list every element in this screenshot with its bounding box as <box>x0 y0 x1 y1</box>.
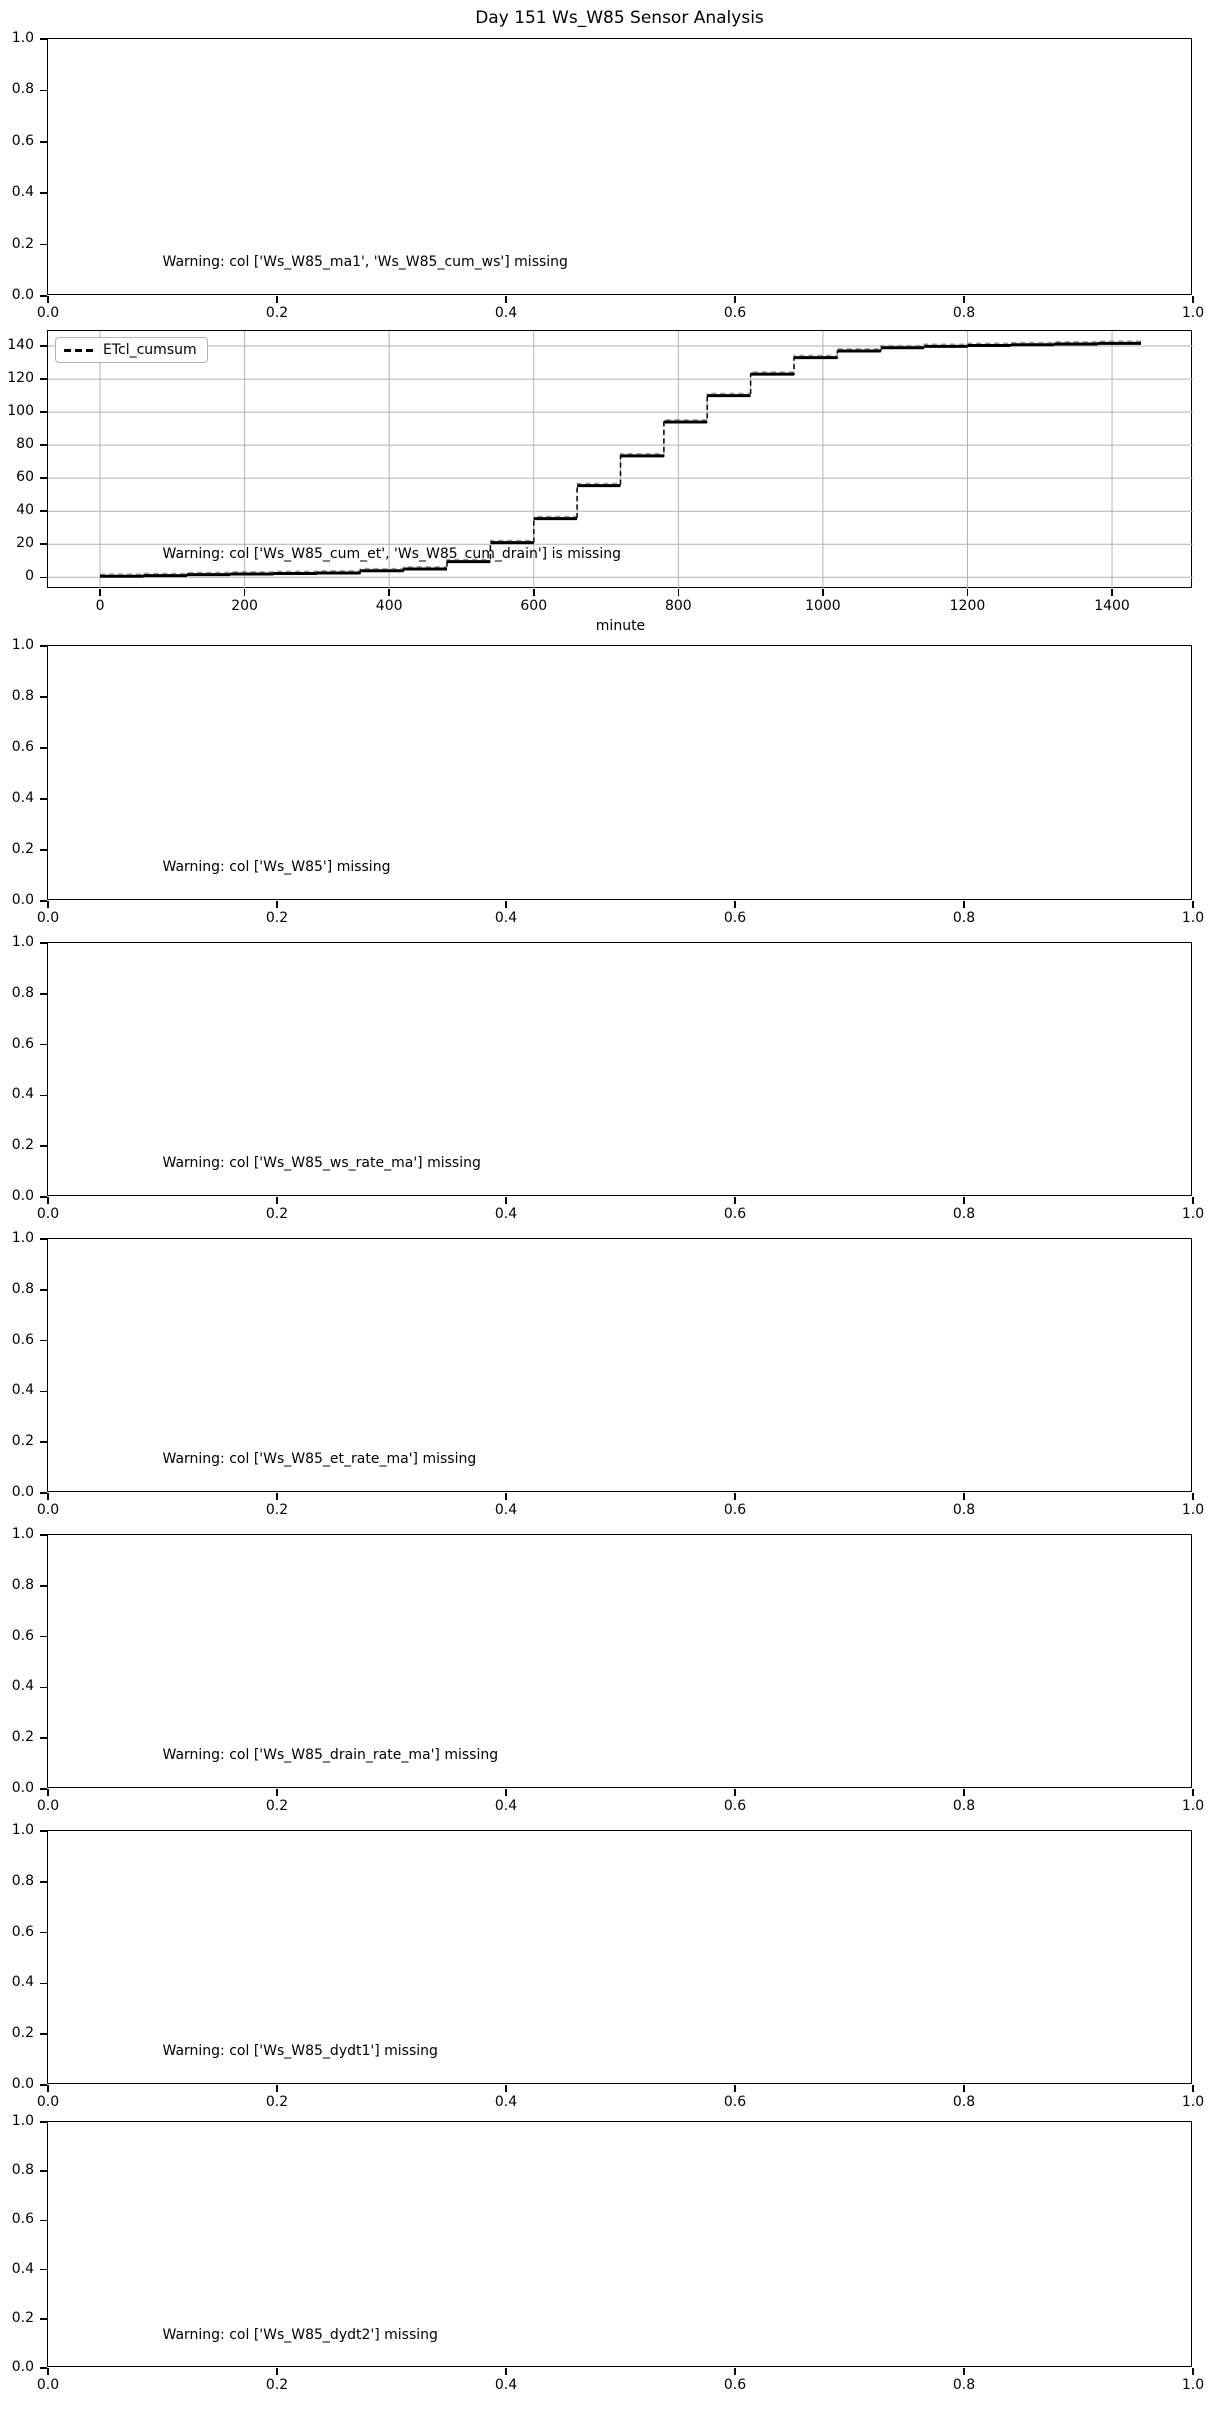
x-tick-label: 0.2 <box>265 1502 289 1518</box>
x-tick-mark <box>276 1789 278 1796</box>
y-tick-mark <box>40 900 47 902</box>
x-tick-mark <box>734 2085 736 2092</box>
x-tick-mark <box>734 296 736 303</box>
x-tick-mark <box>734 2368 736 2375</box>
x-tick-mark <box>1192 2085 1194 2092</box>
x-tick-mark <box>47 1197 49 1204</box>
y-tick-mark <box>40 1585 47 1587</box>
y-tick-mark <box>40 192 47 194</box>
x-tick-mark <box>47 2368 49 2375</box>
y-tick-label: 1.0 <box>11 2113 34 2129</box>
y-tick-label: 0.6 <box>11 132 34 149</box>
axes-subplot-4 <box>11 934 1205 1222</box>
x-tick-mark <box>1192 901 1194 908</box>
x-tick-mark <box>276 296 278 303</box>
y-tick-label: 0.2 <box>11 235 34 252</box>
y-tick-label: 0.4 <box>11 1086 34 1103</box>
y-tick-label: 80 <box>16 436 34 453</box>
y-tick-mark <box>40 345 47 347</box>
y-tick-mark <box>40 1932 47 1934</box>
y-tick-label: 0.0 <box>11 2359 34 2375</box>
y-tick-mark <box>40 1737 47 1739</box>
y-tick-label: 0.0 <box>11 1780 34 1796</box>
x-tick-label: 0.0 <box>36 1798 60 1814</box>
x-tick-label: 0.4 <box>494 1206 518 1222</box>
y-tick-label: 0.6 <box>11 1035 34 1052</box>
y-tick-label: 0.0 <box>11 287 34 303</box>
x-tick-label: 1.0 <box>1181 1502 1205 1518</box>
x-tick-mark <box>963 1493 965 1500</box>
x-tick-label: 0.2 <box>265 910 289 926</box>
axes-subplot-1 <box>11 30 1205 321</box>
x-tick-label: 0.0 <box>36 305 60 321</box>
y-tick-label: 0.0 <box>11 892 34 908</box>
x-tick-mark <box>963 2368 965 2375</box>
y-tick-mark <box>40 942 47 944</box>
x-tick-mark <box>244 589 246 596</box>
y-tick-label: 100 <box>7 403 34 420</box>
x-tick-label: 0.2 <box>265 1206 289 1222</box>
x-tick-mark <box>963 2085 965 2092</box>
x-tick-mark <box>967 589 969 596</box>
y-tick-label: 0.6 <box>11 1627 34 1644</box>
x-tick-mark <box>276 901 278 908</box>
y-tick-label: 0.4 <box>11 184 34 201</box>
y-tick-label: 0.0 <box>11 1188 34 1204</box>
y-tick-label: 0.2 <box>11 2309 34 2326</box>
warning-text: Warning: col ['Ws_W85_ws_rate_ma'] missing <box>162 1154 481 1171</box>
y-tick-label: 140 <box>7 337 34 354</box>
y-tick-label: 1.0 <box>11 1822 34 1838</box>
x-tick-mark <box>505 2368 507 2375</box>
y-tick-mark <box>40 2121 47 2123</box>
x-tick-label: 0.0 <box>36 2377 60 2393</box>
x-tick-mark <box>822 589 824 596</box>
legend-dashed-line-sample <box>64 349 94 352</box>
x-tick-mark <box>734 1197 736 1204</box>
y-tick-mark <box>40 1238 47 1240</box>
x-tick-label: 1.0 <box>1181 305 1205 321</box>
y-tick-mark <box>40 993 47 995</box>
x-tick-label: 0.0 <box>36 2094 60 2110</box>
x-tick-mark <box>99 589 101 596</box>
x-tick-label: 0.2 <box>265 2094 289 2110</box>
y-tick-mark <box>40 295 47 297</box>
x-tick-mark <box>505 1493 507 1500</box>
y-tick-mark <box>40 1289 47 1291</box>
warning-text: Warning: col ['Ws_W85_ma1', 'Ws_W85_cum_ws'] missing <box>162 253 568 270</box>
warning-text: Warning: col ['Ws_W85_drain_rate_ma'] missing <box>162 1746 499 1763</box>
y-tick-mark <box>40 2084 47 2086</box>
y-tick-mark <box>40 90 47 92</box>
x-tick-mark <box>678 589 680 596</box>
y-tick-mark <box>40 1983 47 1985</box>
x-tick-mark <box>533 589 535 596</box>
y-tick-mark <box>40 2033 47 2035</box>
y-tick-mark <box>40 1044 47 1046</box>
y-tick-label: 0.8 <box>11 1576 34 1593</box>
y-tick-mark <box>40 1534 47 1536</box>
x-tick-label: 600 <box>520 598 548 614</box>
x-tick-label: 0.0 <box>36 1206 60 1222</box>
y-tick-label: 0.6 <box>11 1331 34 1348</box>
x-tick-mark <box>963 296 965 303</box>
x-tick-mark <box>963 901 965 908</box>
x-tick-mark <box>505 1789 507 1796</box>
y-tick-mark <box>40 1830 47 1832</box>
y-tick-mark <box>40 1788 47 1790</box>
y-tick-mark <box>40 1391 47 1393</box>
y-tick-mark <box>40 411 47 413</box>
x-tick-mark <box>276 2085 278 2092</box>
y-tick-mark <box>40 2220 47 2222</box>
y-tick-label: 0.4 <box>11 2260 34 2277</box>
warning-text: Warning: col ['Ws_W85_dydt2'] missing <box>162 2327 438 2344</box>
y-tick-mark <box>40 2170 47 2172</box>
x-tick-mark <box>963 1197 965 1204</box>
y-tick-label: 60 <box>16 469 34 486</box>
x-tick-label: 0.4 <box>494 1798 518 1814</box>
x-tick-label: 0.4 <box>494 2094 518 2110</box>
y-tick-label: 1.0 <box>11 1526 34 1542</box>
x-tick-label: 0.8 <box>952 1798 976 1814</box>
y-tick-mark <box>40 1687 47 1689</box>
axes-subplot-7 <box>11 1822 1205 2110</box>
x-tick-label: 0.6 <box>723 910 747 926</box>
y-tick-mark <box>40 696 47 698</box>
y-tick-label: 0.8 <box>11 688 34 704</box>
x-tick-label: 0.2 <box>265 2377 289 2393</box>
y-tick-label: 0.4 <box>11 790 34 806</box>
warning-text: Warning: col ['Ws_W85_dydt1'] missing <box>162 2042 438 2059</box>
x-tick-mark <box>1192 1493 1194 1500</box>
axes-subplot-3 <box>11 637 1205 926</box>
y-tick-mark <box>40 444 47 446</box>
y-tick-label: 1.0 <box>11 934 34 950</box>
y-tick-mark <box>40 141 47 143</box>
x-tick-mark <box>1192 1197 1194 1204</box>
y-tick-mark <box>40 543 47 545</box>
x-tick-label: 0.4 <box>494 2377 518 2393</box>
y-tick-label: 0.4 <box>11 1678 34 1695</box>
y-tick-mark <box>40 577 47 579</box>
x-tick-label: 200 <box>231 598 258 614</box>
x-tick-label: 0.6 <box>723 305 747 321</box>
y-tick-mark <box>40 1196 47 1198</box>
y-tick-mark <box>40 1340 47 1342</box>
y-tick-mark <box>40 798 47 800</box>
step-line-dashed <box>100 343 1141 577</box>
y-tick-mark <box>40 1441 47 1443</box>
y-tick-mark <box>40 1095 47 1097</box>
y-tick-mark <box>40 38 47 40</box>
y-tick-label: 0.8 <box>11 81 34 98</box>
figure-title: Day 151 Ws_W85 Sensor Analysis <box>475 8 764 28</box>
x-tick-label: 1.0 <box>1181 2377 1205 2393</box>
x-tick-mark <box>1192 296 1194 303</box>
x-tick-label: 0.4 <box>494 910 518 926</box>
y-tick-label: 0.0 <box>11 1484 34 1500</box>
y-tick-mark <box>40 244 47 246</box>
x-tick-label: 800 <box>664 598 692 614</box>
y-tick-mark <box>40 510 47 512</box>
x-tick-mark <box>276 1493 278 1500</box>
y-tick-mark <box>40 1636 47 1638</box>
x-tick-mark <box>1192 1789 1194 1796</box>
x-tick-label: 0.2 <box>265 1798 289 1814</box>
x-tick-label: 0.8 <box>952 910 976 926</box>
y-tick-label: 1.0 <box>11 637 34 653</box>
y-tick-label: 0.4 <box>11 1382 34 1399</box>
y-tick-label: 0.4 <box>11 1974 34 1991</box>
x-tick-label: 0.6 <box>723 1206 747 1222</box>
y-tick-mark <box>40 849 47 851</box>
x-tick-label: 1200 <box>949 598 986 614</box>
x-tick-label: 1.0 <box>1181 1206 1205 1222</box>
x-tick-mark <box>505 296 507 303</box>
x-tick-label: 0.6 <box>723 2377 747 2393</box>
y-tick-label: 0.6 <box>11 1923 34 1940</box>
x-tick-mark <box>47 1493 49 1500</box>
x-tick-label: 1.0 <box>1181 1798 1205 1814</box>
y-tick-mark <box>40 477 47 479</box>
y-tick-mark <box>40 2318 47 2320</box>
x-tick-label: 1000 <box>805 598 841 614</box>
x-tick-label: 0.8 <box>952 305 976 321</box>
x-tick-label: 0.6 <box>723 2094 747 2110</box>
x-tick-label: 400 <box>375 598 403 614</box>
y-tick-label: 1.0 <box>11 1230 34 1246</box>
y-tick-label: 0.2 <box>11 1433 34 1450</box>
y-tick-label: 20 <box>16 535 34 552</box>
x-tick-mark <box>505 1197 507 1204</box>
axes-subplot-2 <box>7 330 1192 634</box>
y-tick-label: 0 <box>25 568 34 585</box>
y-tick-mark <box>40 747 47 749</box>
legend <box>55 337 208 363</box>
x-tick-label: 0.6 <box>723 1798 747 1814</box>
y-tick-label: 0.6 <box>11 2211 34 2228</box>
x-tick-label: 1400 <box>1094 598 1130 614</box>
x-tick-label: 0.4 <box>494 305 518 321</box>
x-tick-mark <box>963 1789 965 1796</box>
axes-subplot-5 <box>11 1230 1205 1518</box>
warning-text: Warning: col ['Ws_W85_et_rate_ma'] missing <box>162 1450 477 1467</box>
y-tick-label: 0.2 <box>11 1729 34 1746</box>
x-tick-mark <box>47 901 49 908</box>
y-tick-mark <box>40 1492 47 1494</box>
y-tick-label: 0.2 <box>11 2025 34 2042</box>
x-tick-mark <box>47 1789 49 1796</box>
x-tick-label: 1.0 <box>1181 2094 1205 2110</box>
y-tick-label: 0.8 <box>11 1872 34 1889</box>
x-tick-label: 0.4 <box>494 1502 518 1518</box>
x-tick-label: 0.0 <box>36 910 60 926</box>
x-tick-label: 0.8 <box>952 1206 976 1222</box>
y-tick-mark <box>40 1145 47 1147</box>
y-tick-label: 120 <box>7 370 34 387</box>
y-tick-label: 0.8 <box>11 2162 34 2179</box>
x-tick-mark <box>734 1493 736 1500</box>
warning-text: Warning: col ['Ws_W85_cum_et', 'Ws_W85_cum_drain'] is missing <box>162 546 621 563</box>
axes-subplot-8 <box>11 2113 1205 2393</box>
y-tick-label: 0.6 <box>11 739 34 755</box>
y-tick-label: 0.0 <box>11 2076 34 2092</box>
x-tick-label: 0.0 <box>36 1502 60 1518</box>
x-tick-label: 0.8 <box>952 1502 976 1518</box>
y-tick-label: 40 <box>16 502 34 519</box>
warning-text: Warning: col ['Ws_W85'] missing <box>162 858 391 875</box>
x-tick-mark <box>505 2085 507 2092</box>
x-tick-label: 1.0 <box>1181 910 1205 926</box>
x-tick-mark <box>505 901 507 908</box>
y-tick-mark <box>40 378 47 380</box>
x-tick-label: 0.2 <box>265 305 289 321</box>
y-tick-label: 0.2 <box>11 841 34 857</box>
y-tick-label: 1.0 <box>11 30 34 46</box>
x-tick-label: 0.8 <box>952 2094 976 2110</box>
x-tick-label: 0 <box>95 598 105 614</box>
legend-label: ETcl_cumsum <box>103 342 197 358</box>
x-tick-label: 0.6 <box>723 1502 747 1518</box>
x-axis-label: minute <box>595 618 646 634</box>
x-tick-mark <box>47 296 49 303</box>
x-tick-mark <box>734 901 736 908</box>
x-tick-mark <box>734 1789 736 1796</box>
y-tick-label: 0.8 <box>11 984 34 1001</box>
x-tick-label: 0.8 <box>952 2377 976 2393</box>
x-tick-mark <box>1192 2368 1194 2375</box>
x-tick-mark <box>47 2085 49 2092</box>
y-tick-mark <box>40 2269 47 2271</box>
y-tick-label: 0.2 <box>11 1137 34 1154</box>
step-line-solid <box>100 343 1141 577</box>
y-tick-mark <box>40 645 47 647</box>
y-tick-mark <box>40 2367 47 2369</box>
x-tick-mark <box>276 2368 278 2375</box>
y-tick-mark <box>40 1881 47 1883</box>
axes-subplot-6 <box>11 1526 1205 1814</box>
x-tick-mark <box>276 1197 278 1204</box>
x-tick-mark <box>1111 589 1113 596</box>
x-tick-mark <box>388 589 390 596</box>
y-tick-label: 0.8 <box>11 1280 34 1297</box>
